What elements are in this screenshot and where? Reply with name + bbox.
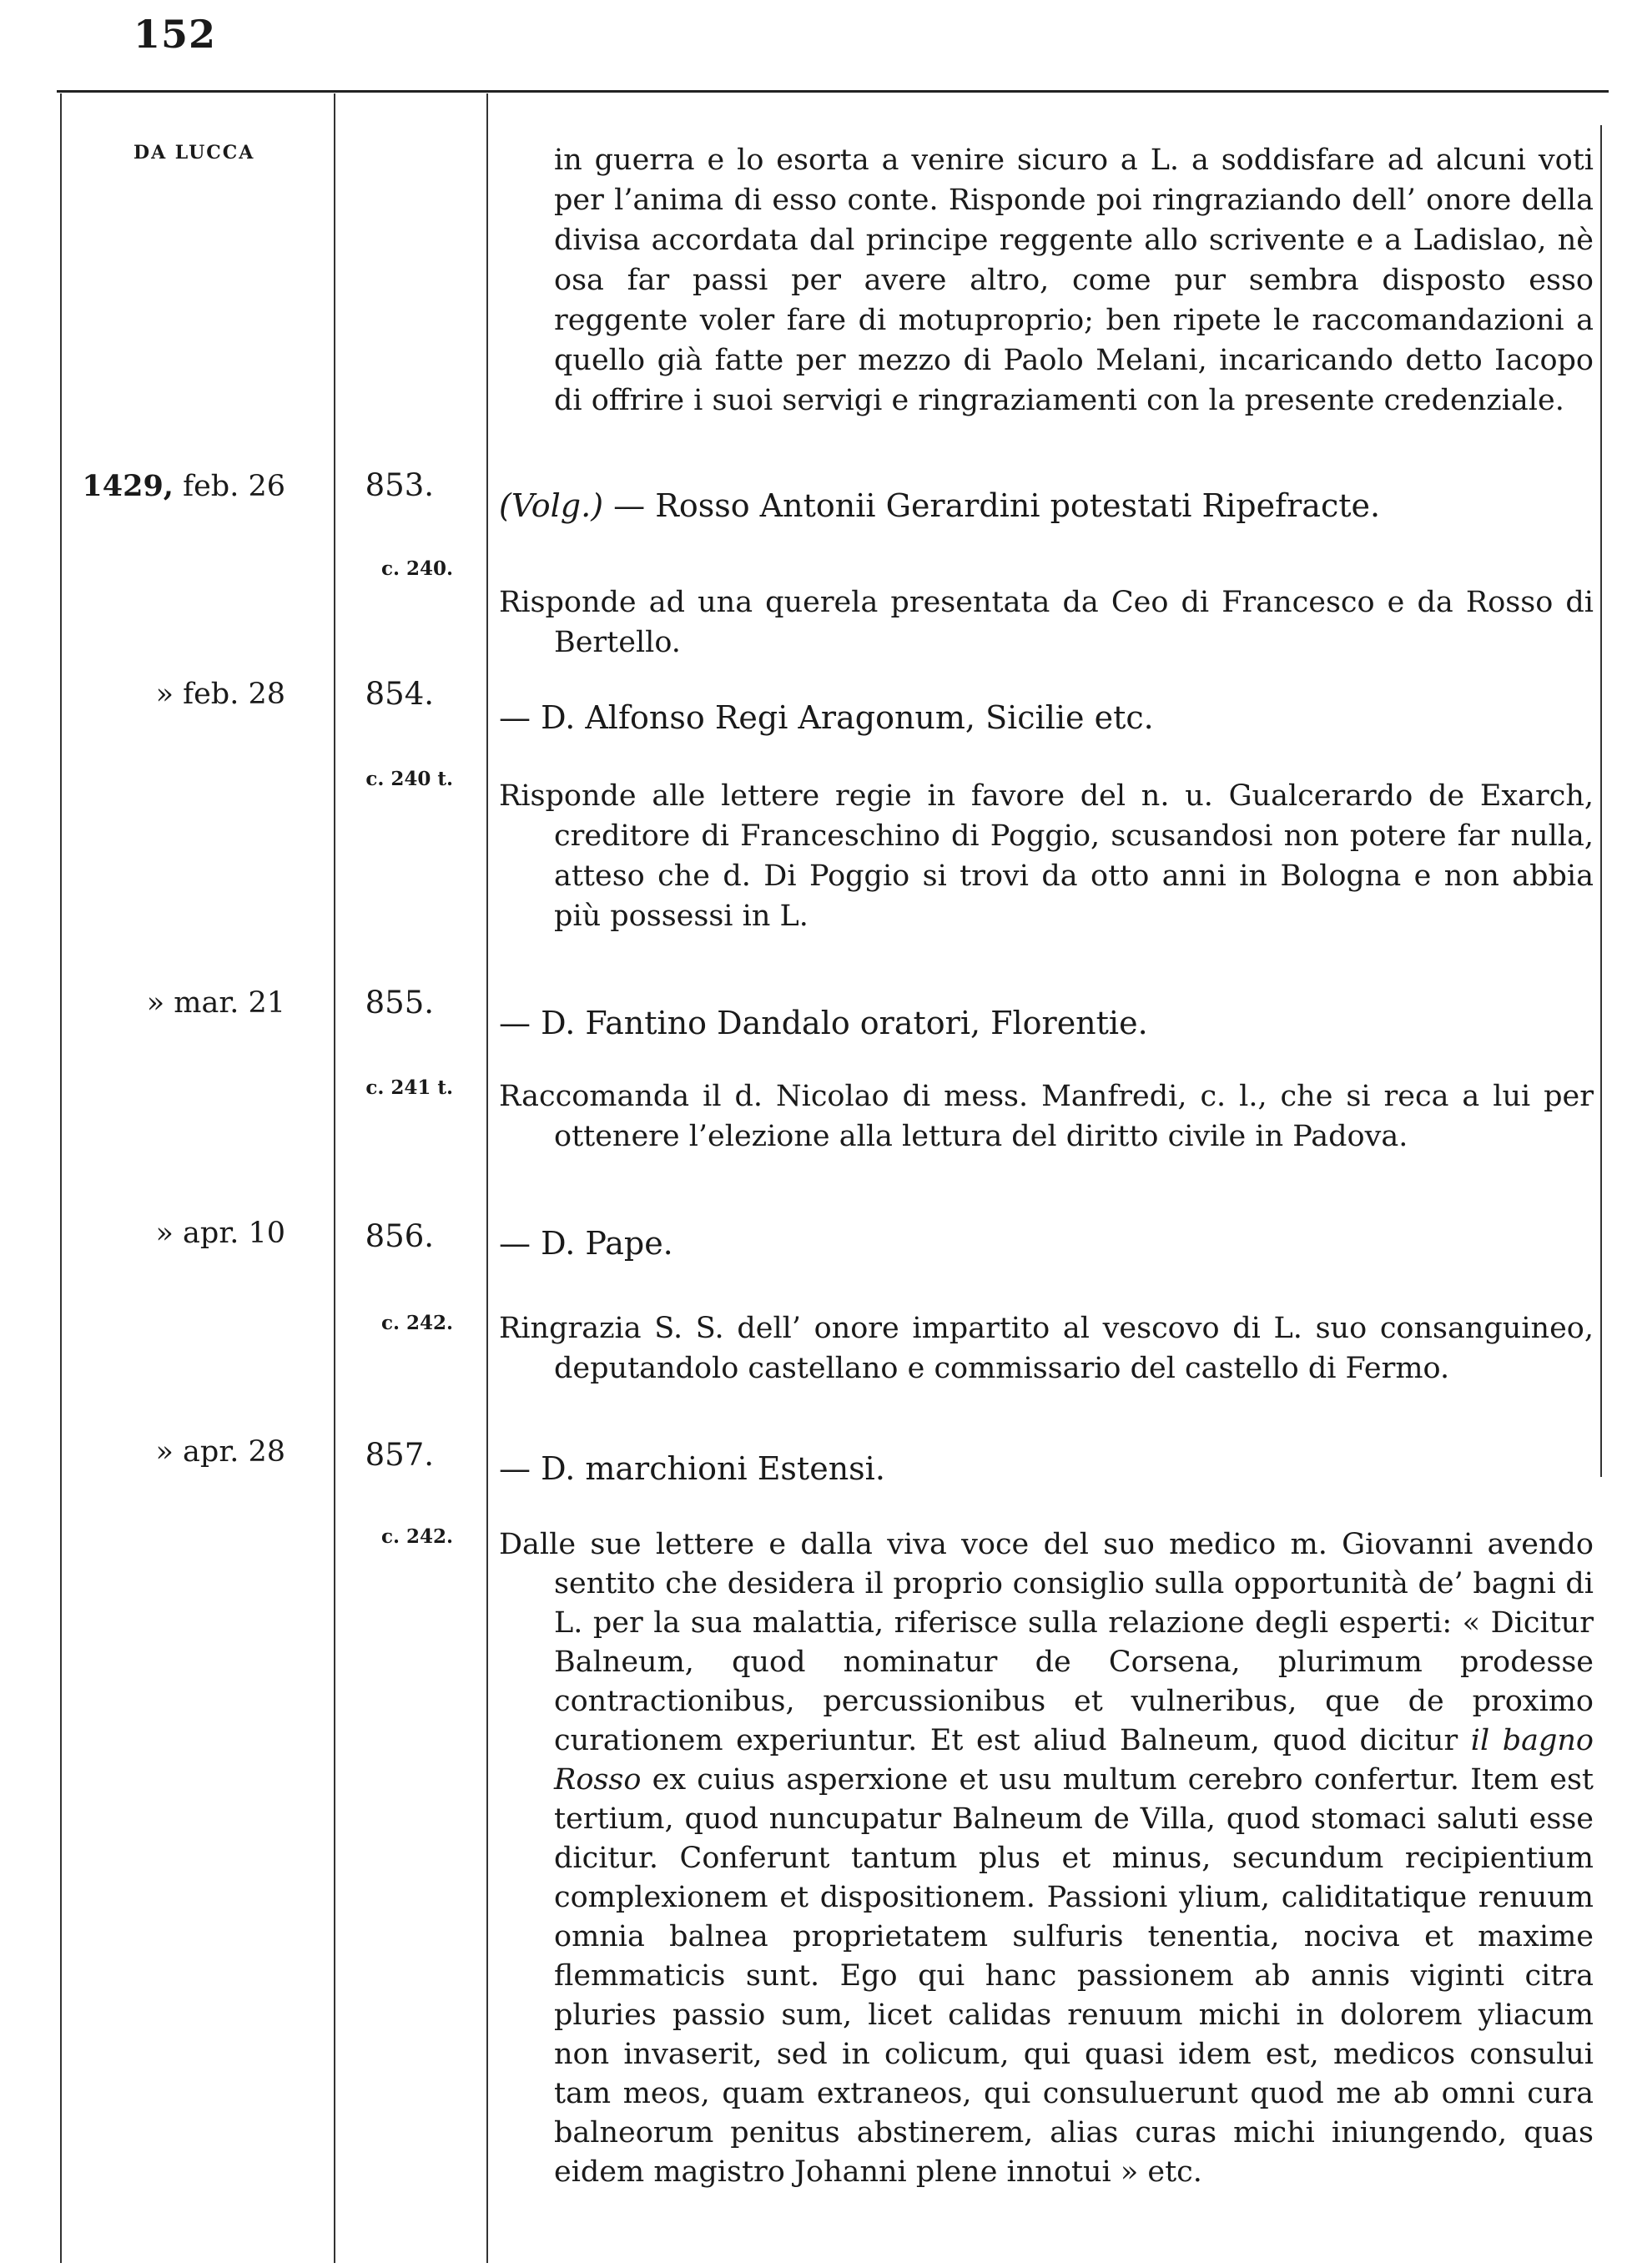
entry-date: » feb. 28 — [155, 678, 285, 711]
entry-folio: c. 242. — [380, 1525, 453, 1548]
entry-addressee: (Volg.) — Rosso Antonii Gerardini potestati Ripefracte. — [499, 487, 1381, 524]
column-rule-number — [486, 93, 488, 2263]
entry-date: » apr. 28 — [155, 1435, 285, 1469]
italic-term: il bagno Rosso — [554, 1724, 1594, 1797]
entry-date: » apr. 10 — [155, 1217, 285, 1250]
entry-summary: Raccomanda il d. Nicolao di mess. Manfredi, c. l., che si reca a lui per ottenere l’elezione alla lettura del diritto civile in Padova. — [499, 1080, 1594, 1153]
entry-addressee: — D. Fantino Dandalo oratori, Florentie. — [499, 1005, 1148, 1041]
continuation-text: in guerra e lo esorta a venire sicuro a L. a soddisfare ad alcuni voti per l’anima di esso conte. Risponde poi ringraziando dell’ onore della divisa accordata dal principe reggente allo scrivente e a Ladislao, nè osa far passi per avere altro, come pur sembra disposto esso reggente voler fare di motuproprio; ben ripete le raccomandazioni a quello già fatte per mezzo di Paolo Melani, incaricando detto Iacopo di offrire i suoi servigi e ringraziamenti con la presente credenziale. — [554, 144, 1594, 417]
entry-number: 856. — [365, 1218, 434, 1254]
entry-summary: Ringrazia S. S. dell’ onore impartito al vescovo di L. suo consanguineo, deputandolo castellano e commissario del castello di Fermo. — [499, 1312, 1594, 1385]
entry-date — [67, 469, 285, 503]
entry-number: 853. — [365, 467, 434, 503]
entry-summary: Risponde alle lettere regie in favore del n. u. Gualcerardo de Exarch, creditore di Franceschino di Poggio, scusandosi non potere far nulla, atteso che d. Di Poggio si trovi da otto anni in Bologna e non abbia più possessi in L. — [499, 779, 1594, 933]
entry-addressee: — D. Pape. — [499, 1225, 673, 1262]
entry-folio: c. 242. — [380, 1312, 453, 1334]
page-number: 152 — [133, 12, 217, 57]
entry-number: 855. — [365, 985, 434, 1021]
entry-addressee: — D. Alfonso Regi Aragonum, Sicilie etc. — [499, 699, 1154, 736]
entry-date: » mar. 21 — [146, 986, 285, 1020]
entry-number: 854. — [365, 676, 434, 712]
entry-folio: c. 240. — [380, 557, 453, 580]
entry-number: 857. — [365, 1437, 434, 1473]
entry-summary: Risponde ad una querela presentata da Ceo di Francesco e da Rosso di Bertello. — [499, 586, 1594, 659]
entry-folio: c. 240 t. — [365, 768, 453, 790]
entry-summary: Dalle sue lettere e dalla viva voce del suo medico m. Giovanni avendo sentito che desidera il proprio consiglio sulla opportunità de’ bagni di L. per la sua malattia, riferisce sulla relazione degli esperti: « Dicitur Balneum, quod nominatur de Corsena, plurimum prodesse contractionibus, percussionibus et vulneribus, que de proximo curationem experiuntur. Et est aliud Balneum, quod dicitur il bagno Rosso ex cuius asperxione et usu multum cerebro confertur. Item est tertium, quod nuncupatur Balneum de Villa, quod stomaci saluti esse dicitur. Conferunt tantum plus et minus, secundum recipientium complexionem et dispositionem. Passioni ylium, caliditatique renuum omnia balnea proprietatem sulfuris tenentia, nociva et maxime flemmaticis sunt. Ego qui hanc passionem ab annis viginti citra pluries passio sum, licet calidas renuum michi in dolorem yliacum non invaserit, sed in colicum, qui quasi idem est, medicos consului tam meos, quam extraneos, qui consuluerunt quod me ab omni cura balneorum penitus abstinerem, alias curas michi iniungendo, quas eidem magistro Johanni plene innotui » etc. — [499, 1528, 1594, 2189]
volg-label: (Volg.) — [499, 487, 604, 524]
column-rule-right — [1600, 125, 1602, 1477]
running-header: DA LUCCA — [133, 142, 255, 164]
top-rule — [57, 90, 1609, 93]
date-day: feb. 26 — [183, 470, 285, 503]
column-rule-date — [334, 93, 335, 2263]
column-rule-left — [60, 93, 62, 2263]
date-year: 1429, — [82, 469, 174, 503]
entry-folio: c. 241 t. — [365, 1076, 453, 1099]
entry-addressee: — D. marchioni Estensi. — [499, 1450, 885, 1487]
